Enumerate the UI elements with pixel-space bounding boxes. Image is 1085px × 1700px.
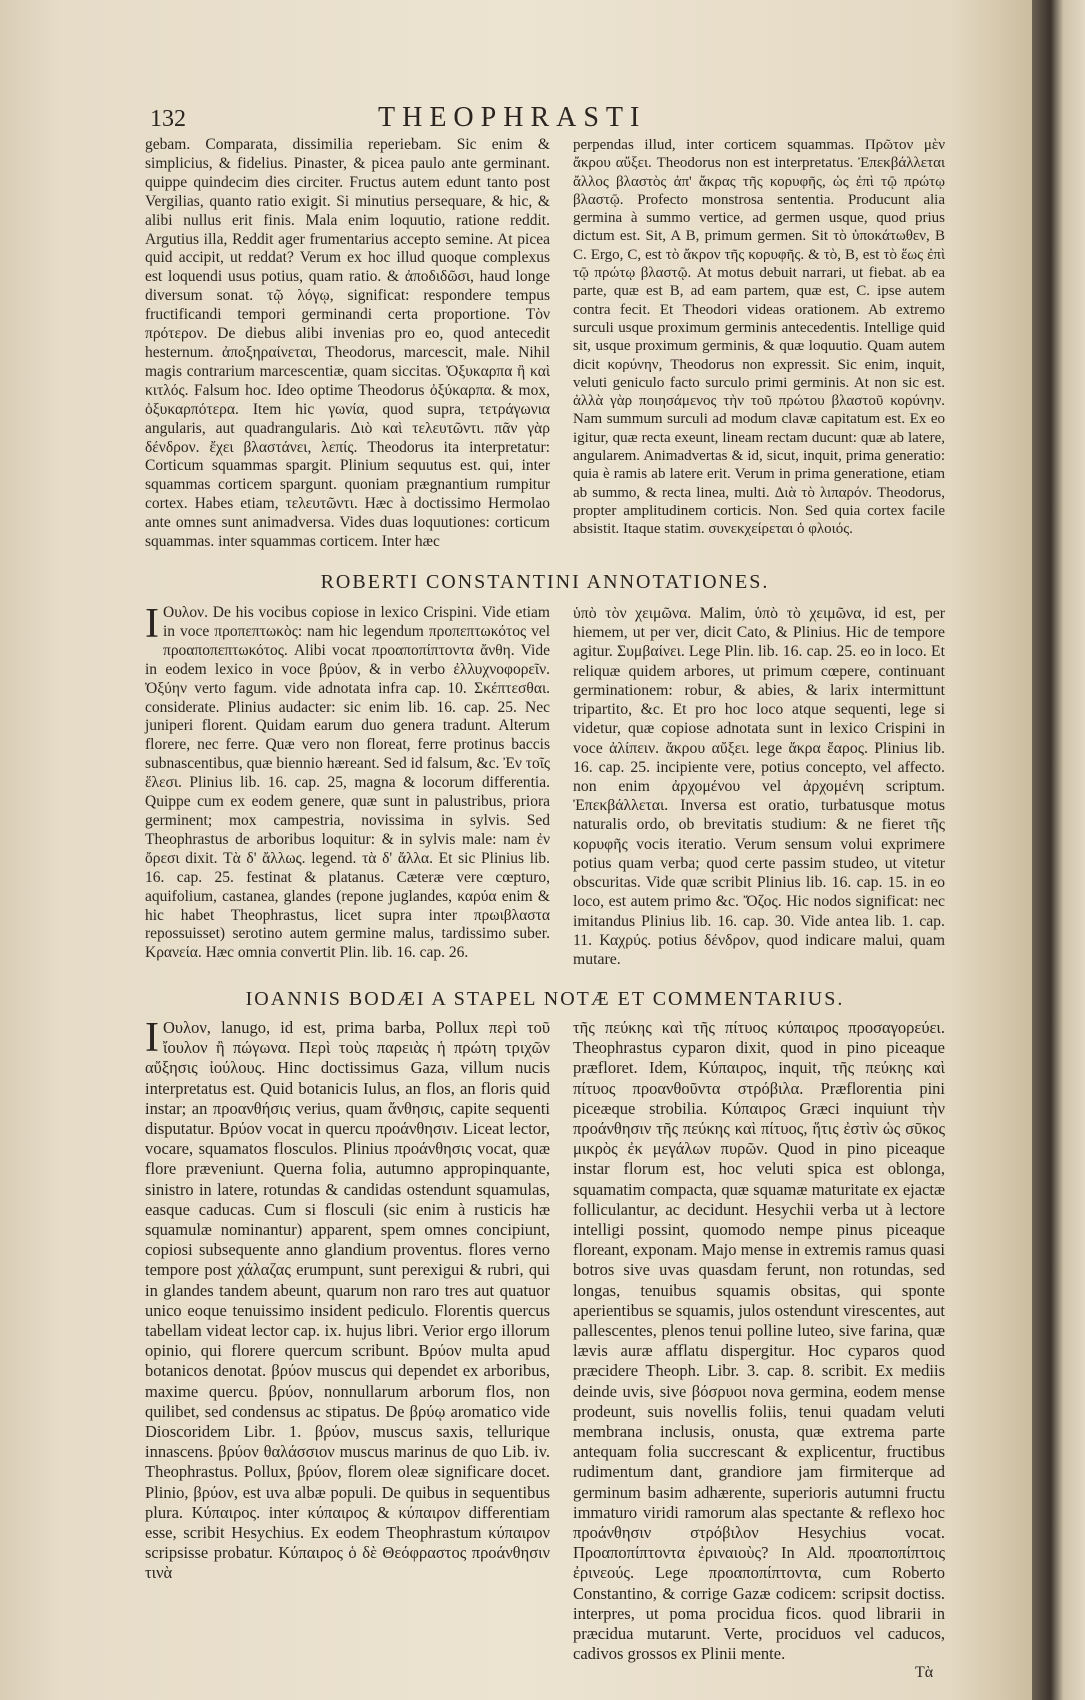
section-heading-bodaei: IOANNIS BODÆI A STAPEL NOTÆ ET COMMENTARIUS.: [245, 988, 845, 1010]
paragraph: Ουλον. De his vocibus copiose in lexico Crispini. Vide etiam in voce προπεπτωκὸς: nam hic legendum προπεπτωκότος vel προαποπεπτωκότος. Alibi vocat προαποπίπτοντα ἄνθη. Vide in eodem lexico in voce βρύον, & in verbo ἐλλυχνοφορεῖν. Ὀξύην verto fagum. vide adnotata infra cap. 10. Σκέπτεσθαι. considerate. Plinius audacter: sic enim lib. 16. cap. 25. Nec juniperi florent. Quidam earum duo genera tradunt. Alterum florere, nec ferre. Quæ vero non floreat, ferre protinus baccis subnascentibus, quæ biennio hæreant. Sed id falsum, &c. Ἐν τοῖς ἕλεσι. Plinius lib. 16. cap. 25, magna & locorum differentia. Quippe cum ex eodem genere, quæ sunt in palustribus, priora germinent; mox campestria, novissima in sylvis. Sed Theophrastus de arboribus loquitur: & in sylvis male: nam ἐν ὄρεσι dixit. Τὰ δ' ἄλλως. legend. τὰ δ' ἄλλα. Et sic Plinius lib. 16. cap. 25. festinat & platanus. Cæteræ vere cœpturo, aquifolium, castanea, glandes (repone juglandes, καρύα enim & hic habet Theophrastus, licet supra inter πρωιβλαστα repossuisset) serotino autem germine malus, tardissimo suber. Κρανεία. Hæc omnia convertit Plin. lib. 16. cap. 26.: [145, 604, 550, 962]
drop-cap: I: [145, 1015, 159, 1061]
drop-cap: I: [145, 601, 159, 647]
section-heading-constantini: ROBERTI CONSTANTINI ANNOTATIONES.: [320, 571, 770, 593]
constantini-left-column: [145, 601, 550, 974]
bodaei-right-column: [573, 1018, 945, 1678]
paragraph: perpendas illud, inter corticem squammas. Πρῶτον μὲν ἄκρου αὔξει. Theodorus non est interpretatus. Ἐπεκβάλλεται ἄλλος βλαστὸς ἀπ' ἄκρας τῆς κορυφῆς, ὡς ἐπὶ τῷ πρώτῳ βλαστῷ. Profecto monstrosa sententia. Producunt alia germina à summo vertice, ad germen usque, quod prius dictum est. Sit, A B, primum germen. Sit τὸ ὑποκάτωθεν, B C. Ergo, C, est τὸ ἄκρον τῆς κορυφῆς. & τὸ, B, est τὸ ἕως ἐπὶ τῷ πρώτῳ βλαστῷ. At motus debuit narrari, ut fiebat. ab ea parte, quæ est B, ad eam partem, quæ est, C. ipse autem contra fecit. Et Theodori videas orationem. Ab extremo surculi usque proximum germinis antecedentis. Intellige quid sit, usque proximum germinis, & quæ loquutio. Quam autem dicit κορύνην, Theodorus non expressit. Sic enim, inquit, veluti geniculo facto surculo primi germinis. At non sic est. ἀλλὰ γὰρ ποιησάμενος τὴν τοῦ πρώτου βλαστοῦ κορύνην. Nam summum surculi ad modum clavæ capitatum est. Ex eo igitur, quæ recta exeunt, lineam rectam ducunt: quæ ab latere, angularem. Animadvertas & id, sicut, inquit, prima generatio: quia è ramis ab latere erit. Verum in prima generatione, etiam ab summo, & recta linea, multi. Διὰ τὸ λιπαρόν. Theodorus, propter amplitudinem corticis. Non. Sed quia cortex facile absistit. Itaque statim. συνεκχείρεται ὁ φλοιός.: [573, 137, 945, 538]
page-number: 132: [150, 106, 186, 132]
constantini-right-column: [573, 604, 945, 974]
bodaei-left-column: [145, 1015, 550, 1678]
catchword: Τὰ: [915, 1664, 934, 1681]
running-title: THEOPHRASTI: [378, 102, 647, 133]
paragraph: Ουλον, lanugo, id est, prima barba, Pollux περὶ τοῦ ἴουλον ἢ πώγωνα. Περὶ τοὺς παρειὰς ἡ πρώτη τριχῶν αὔξησις ἰούλους. Hinc doctissimus Gaza, villum nucis interpretatus est. Quid botanicis Iulus, an flos, an floris quid instar; an προανθήσις verius, quam ἄνθησις, capite sequenti disputatur. Βρύον vocat in quercu προάνθησιν. Liceat lector, vocare, squamatos flosculos. Plinius προάνθησις vocat, quæ flore præveniunt. Querna folia, autumno appropinquante, sinistro in latere, rotundas & candidas ostendunt squamulas, easque caducas. Cum si flosculi (sic enim à rusticis hæ squamulæ nominantur) apparent, spem omnes concipiunt, copiosi subsequente anno glandium proventus. flores verno tempore post χάλαζας erumpunt, sunt perexigui & rubri, qui in glandes tandem abeunt, quarum non raro tres aut quatuor unico eoque tenuissimo insident pediculo. Florentis quercus tabellam videat lector cap. ix. hujus libri. Verior ergo illorum opinio, qui florere quercum scribunt. Βρύον multa apud botanicos denotat. βρύον muscus qui dependet ex arboribus, maxime quercu. βρύον, nonnullarum arborum flos, non quilibet, sed condensus ac stipatus. De βρύῳ aromatico vide Dioscoridem Libr. 1. βρύον, muscus saxis, tellurique innascens. βρύον θαλάσσιον muscus marinus de quo Lib. iv. Theophrastus. Pollux, βρύον, florem oleæ significare docet. Plinio, βρύον, est uva albæ populi. De quibus in sequentibus plura. Κύπαιρος. inter κύπαιρος & κύπαιρον differentiam esse, scribit Hesychius. Ex eodem Theophrastum κύπαιρον scripsisse probatur. Κύπαιρος ὁ δὲ Θεόφραστος προάνθησιν τινὰ: [145, 1018, 550, 1583]
book-gutter: [1032, 0, 1085, 1700]
page-header: [150, 92, 1030, 132]
top-text-left-column: [145, 136, 550, 556]
paragraph: τῆς πεύκης καὶ τῆς πίτυος κύπαιρος προσαγορεύει. Theophrastus cyparon dixit, quod in pino piceaque præfloret. Idem, Κύπαιρος, inquit, τῆς πεύκης καὶ πίτυος προανθοῦντα στρόβιλα. Præflorentia pini piceæque strobilia. Κύπαιρος Græci inquiunt τὴν προάνθησιν τῆς πεύκης καὶ πίτυος, ἥτις ἐστὶν ὡς σῦκος μικρὸς ἐκ μεγάλων πυρῶν. Quod in pino piceaque instar florum est, hoc veluti spica est oblonga, squamatim compacta, quæ squamæ maturitate ex ejactæ folliculantur, ac decidunt. Hesychii verba ut à lectore intelligi possint, quomodo nempe pinus piceaque floreant, exponam. Majo mense in extremis ramus quasi botros sive uvas quasdam ferunt, non rotundas, sed longas, tenuibus squamis obsitas, qui sponte aperientibus se squamis, julos ostendunt virescentes, aut pallescentes, plenos tenui polline luteo, sive farina, quæ lævis auræ afflatu dispergitur. Hoc cyparos quod præcidere Theoph. Libr. 3. cap. 8. scribit. Ex mediis deinde uvis, sive βόσρυοι nova germina, eodem mense prodeunt, suis novellis foliis, tenui quadam veluti membrana inclusis, onusta, quæ extrema parte antequam folia succrescant & explicentur, fructibus rudimentum dant, grandiore jam firmiterque ad germinum basim adhærente, superioris autumni fructu immaturo viridi ramorum alas spectante & reflexo hoc προάνθησιν στρόβιλον Hesychius vocat. Προαποπίπτοντα ἐριναιοὺς? In Ald. προαποπίπτοις ἐρινεούς. Lege προαποπίπτοντα, cum Roberto Constantino, & corrige Gazæ codicem: scripsit doctiss. interpres, ut poma procidua ficos. quod librarii in præcidua mutarunt. Verte, prociduos vel caducos, cadivos grossos ex Plinii mente.: [573, 1018, 945, 1664]
paragraph: ὑπὸ τὸν χειμῶνα. Malim, ὑπὸ τὸ χειμῶνα, id est, per hiemem, ut per ver, dicit Cato, & Plinius. Hic de tempore agitur. Συμβαίνει. Lege Plin. lib. 16. cap. 25. eo in loco. Et reliquæ quidem arbores, ut primum cœpere, continuant germinationem: robur, & abies, & larix intermittunt tripartito, &c. Et pro hoc loco atque sequenti, lege si videtur, quæ copiose adnotata sunt in lexico Crispini in voce ἀλίπειν. ἄκρου αὔξει. lege ἄκρα ἔαρος. Plinius lib. 16. cap. 25. incipiente vere, potius concepto, vel affecto. non enim ἀρχομένου vel ἀρχομένη scriptum. Ἐπεκβάλλεται. Inversa est oratio, turbatusque motus naturalis ordo, ob brevitatis studium: & ne fieret τῆς κορυφῆς vocis iteratio. Verum sensum volui exprimere potius quam verba; quod certe passim studeo, ut vitetur obscuritas. Vide quæ scribit Plinius lib. 16. cap. 15. in eo loco, est autem primo &c. Ὄζος. Hic nodos significat: nec imitandus Plinius lib. 16. cap. 30. Vide antea lib. 1. cap. 11. Καχρύς. potius δένδρον, quod indicare malui, quam mutare.: [573, 605, 945, 968]
top-text-right-column: [573, 136, 945, 556]
paragraph: gebam. Comparata, dissimilia reperiebam. Sic enim & simplicius, & fidelius. Pinaster, & picea paulo ante germinant. quippe quindecim dies circiter. Fructus autem edunt tanto post Vergilias, quanto ratio exigit. Si minutius persequare, & hic, & alibi nullus erit finis. Mala enim loquutio, ratione reddit. Argutius illa, Reddit ager frumentarius accepto semine. At picea quid accipit, ut reddat? Verum ex hoc illud quoque complexus est loquendi usus potius, quam ratio. & ἀποδιδῶσι, haud longe diversum sonat. τῷ λόγῳ, significat: respondere tempus fructificandi tempori germinandi certa proportione. Τὸν πρότερον. De diebus alibi invenias pro eo, quod antecedit hesternum. ἀποξηραίνεται, Theodorus, marcescit, male. Nihil magis contrarium marcescentiæ, quam siccitas. Ὀξυκαρπα ἢ καὶ κιτλός. Falsum hoc. Ideo optime Theodorus ὀξύκαρπα. & mox, ὀξυκαρπότερα. Item hic γωνία, quod supra, τετράγωνια angularis, aut quadrangularis. Διὸ καὶ τελευτῶντι. πᾶν γὰρ δένδρον. ἔχει βλαστάνει, λεπίς. Theodorus ita interpretatur: Corticum squammas spargit. Plinium sequutus est. qui, inter squammas corticem spargunt. quoniam prægnantium rumpitur cortex. Habes etiam, τελευτῶντι. Hæc à doctissimo Hermolao ante omnes sunt animadversa. Vides duas loquutiones: corticum squammas. inter squammas corticem. Inter hæc: [145, 136, 550, 551]
